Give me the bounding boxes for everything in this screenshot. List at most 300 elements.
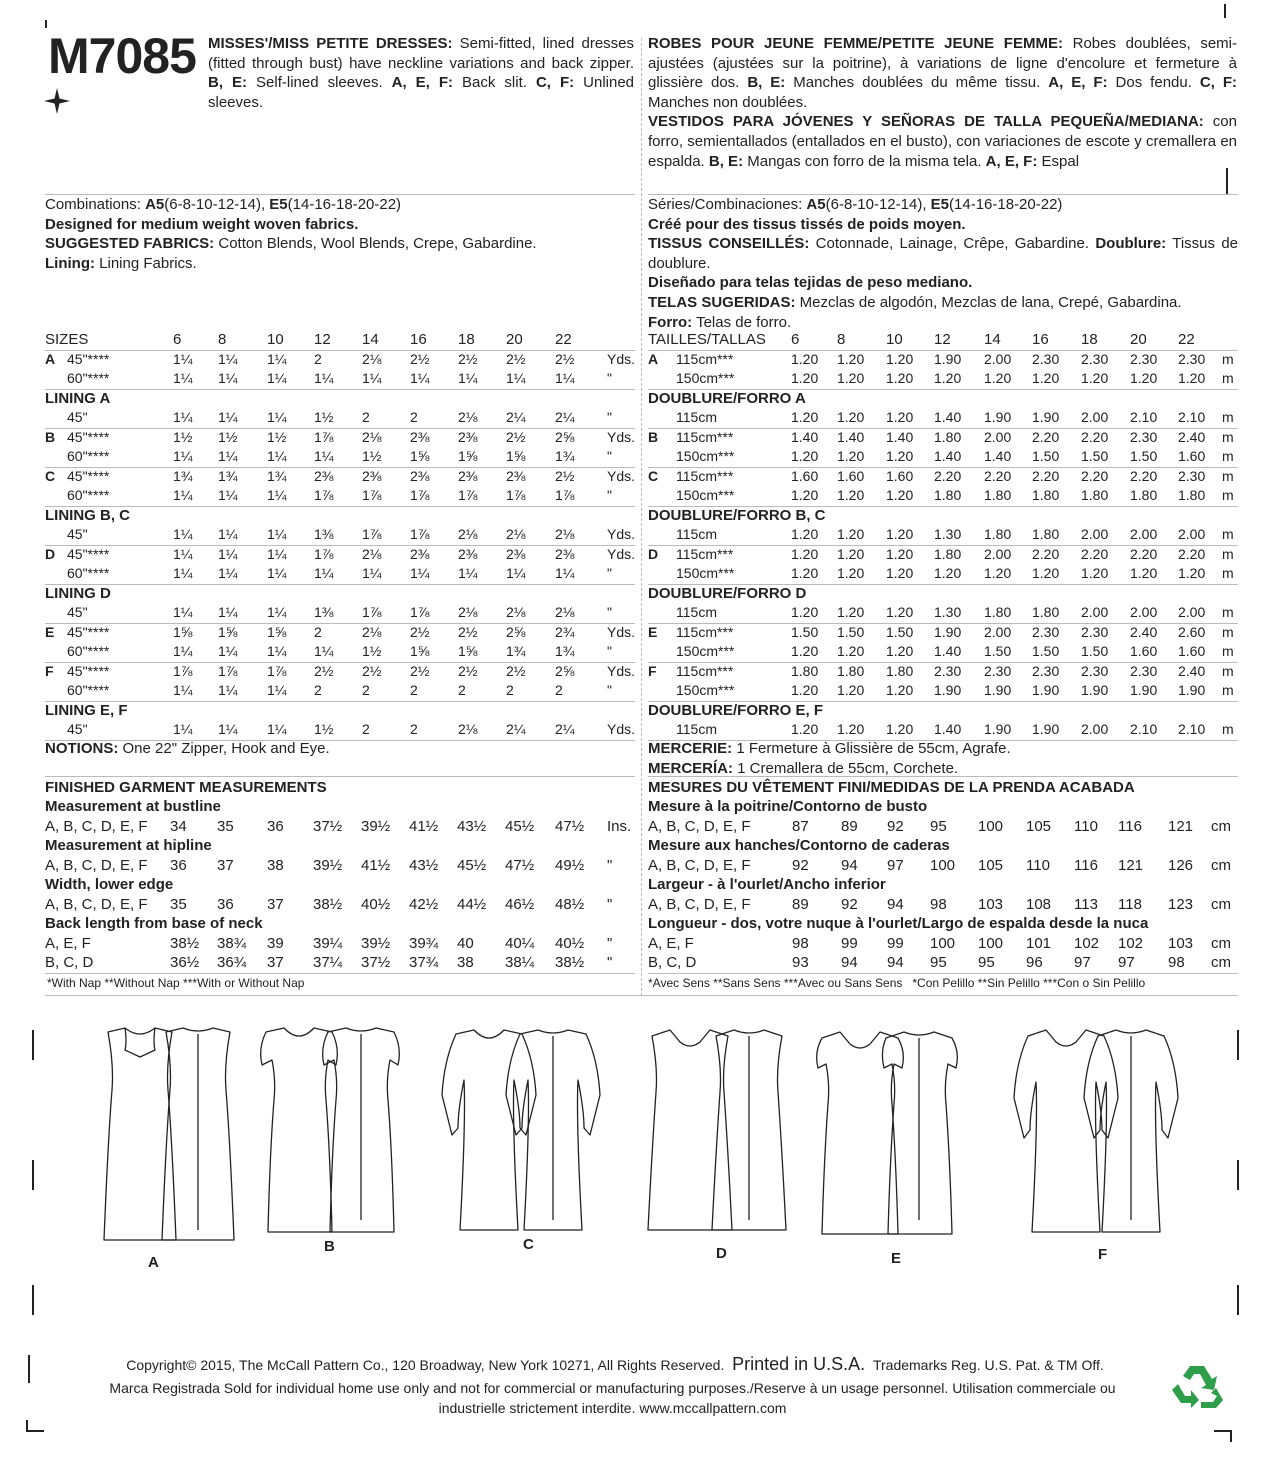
measurement-value: 99 [841, 934, 858, 952]
cell-value: 2½ [362, 662, 382, 679]
row-width: 115cm [676, 409, 717, 425]
measurement-value: 94 [841, 856, 858, 874]
cell-value: 22 [555, 331, 572, 348]
cell-value: 1.90 [1178, 682, 1206, 698]
measurement-value: 37½ [361, 954, 391, 971]
cell-value: 1.20 [837, 604, 865, 620]
measurement-row [45, 797, 635, 817]
cell-value: 2½ [506, 428, 526, 445]
cell-value: 1⅞ [218, 662, 238, 679]
cell-value: 1¼ [267, 370, 287, 386]
usage-notice-2: industrielle strictement interdite. www.mccallpattern.com [438, 1400, 787, 1416]
cell-value: 2½ [458, 623, 478, 640]
cell-value: 1.20 [837, 643, 865, 659]
measurement-value: 41½ [409, 817, 439, 835]
cell-unit: m [1222, 409, 1234, 425]
cell-unit: " [607, 448, 612, 464]
cell-value: 1½ [362, 448, 382, 464]
measurement-label: Longueur - dos, votre nuque à l'ourlet/Largo de espalda desde la nuca [648, 915, 1149, 932]
cell-value: 1.40 [837, 428, 865, 445]
cell-value: 1.50 [1130, 448, 1158, 464]
row-width: 45"**** [67, 545, 110, 562]
cell-value: 2⅛ [458, 409, 478, 425]
table-row [45, 564, 635, 585]
table-row [45, 545, 635, 565]
measurement-value: 45½ [505, 817, 535, 835]
measurement-value: 94 [887, 954, 904, 971]
measurement-value: 40¼ [505, 934, 535, 952]
cell-value: 2¼ [506, 721, 526, 737]
table-row [45, 428, 635, 448]
view-c-front [442, 1030, 536, 1230]
table-row [648, 428, 1238, 448]
row-width: 45" [67, 409, 88, 425]
cell-value: 2⅜ [506, 545, 526, 562]
cell-value: 1⅝ [506, 448, 526, 464]
cell-value: 18 [1081, 331, 1098, 348]
measurement-value: 108 [1026, 895, 1052, 913]
table-row [45, 330, 635, 351]
cell-value: 1¼ [267, 487, 287, 503]
cell-unit: m [1222, 643, 1234, 659]
cell-value: 2¼ [555, 721, 575, 737]
french-spanish-description: ROBES POUR JEUNE FEMME/PETITE JEUNE FEMME: Robes doublées, semi-ajustées (ajustées sur la poitrine), à variations de ligne d'encolure et fermeture à glissière dos. B, E: Manches doublées du même tissu. A, E, F: Dos fendu. C, F: Manches non doublées. VESTIDOS PARA JÓVENES Y SEÑORAS DE TALLA PEQUEÑA/MEDIANA: con forro, semientallados (entallados en el busto), con variaciones de escote y cremallera en espalda. B, E: Mangas con forro de la misma tela. A, E, F: Espal [648, 35, 1238, 170]
row-label: F [648, 662, 657, 679]
cell-value: 2 [362, 682, 370, 698]
table-row [648, 545, 1238, 565]
measurement-value: 93 [792, 954, 809, 971]
cell-value: 2⅛ [362, 428, 382, 445]
cell-value: 1¼ [458, 565, 478, 581]
measurement-value: 38 [267, 856, 284, 874]
measurement-label: B, C, D [648, 954, 697, 971]
measurement-value: 98 [1168, 954, 1185, 971]
cell-value: 1.20 [837, 409, 865, 425]
cell-value: 1.20 [886, 448, 914, 464]
cell-value: 1.60 [1178, 448, 1206, 464]
cell-value: 2⅜ [410, 428, 430, 445]
table-row [648, 369, 1238, 390]
four-point-star-icon [44, 88, 70, 120]
cell-value: 1.80 [791, 662, 819, 679]
cell-value: 1¼ [555, 565, 575, 581]
cell-value: 1¼ [173, 487, 193, 503]
row-label: DOUBLURE/FORRO E, F [648, 701, 823, 719]
cell-unit: m [1222, 370, 1234, 386]
row-width: 150cm*** [676, 487, 735, 503]
cell-value: 2.20 [1032, 428, 1060, 445]
measurement-row [45, 953, 635, 973]
row-width: 150cm*** [676, 448, 735, 464]
table-row [648, 330, 1238, 351]
measurement-value: 39 [267, 934, 284, 952]
table-row [45, 486, 635, 507]
cell-value: 1.20 [791, 350, 819, 367]
cell-value: 1.40 [984, 448, 1012, 464]
cell-value: 2.00 [984, 428, 1012, 445]
cell-value: 1¼ [410, 370, 430, 386]
row-width: 115cm [676, 526, 717, 542]
cell-value: 2.30 [1032, 350, 1060, 367]
cell-value: 2 [410, 682, 418, 698]
cell-value: 1.90 [1032, 682, 1060, 698]
cell-value: 1.40 [934, 643, 962, 659]
cell-value: 1.90 [1032, 409, 1060, 425]
row-label: TAILLES/TALLAS [648, 331, 766, 348]
cell-value: 2⅛ [362, 545, 382, 562]
cell-value: 1.20 [1178, 565, 1206, 581]
row-label: E [45, 623, 55, 640]
measurement-value: 102 [1118, 934, 1144, 952]
view-label-f: F [1098, 1246, 1108, 1263]
cell-value: 1.50 [1081, 643, 1109, 659]
cell-value: 2 [555, 682, 563, 698]
measurement-value: 42½ [409, 895, 439, 913]
table-row [648, 662, 1238, 682]
measurement-value: 39½ [361, 934, 391, 952]
cell-value: 1.20 [791, 682, 819, 698]
view-c-back [506, 1030, 600, 1230]
row-width: 45"**** [67, 428, 110, 445]
measurement-label: A, B, C, D, E, F [45, 856, 148, 874]
cell-unit: m [1222, 526, 1234, 542]
measurement-value: 38¼ [505, 954, 535, 971]
cell-value: 2⅛ [506, 604, 526, 620]
cell-value: 1⅞ [362, 487, 382, 503]
cell-value: 1.90 [934, 350, 962, 367]
row-label: SIZES [45, 331, 89, 348]
crop-mark [1224, 4, 1226, 18]
cell-value: 1.40 [934, 448, 962, 464]
cell-value: 1.20 [837, 350, 865, 367]
table-row [45, 720, 635, 741]
measurement-value: 47½ [505, 856, 535, 874]
fgm-title-fr: MESURES DU VÊTEMENT FINI/MEDIDAS DE LA PRENDA ACABADA [648, 779, 1135, 796]
cell-value: 1¼ [458, 370, 478, 386]
cell-value: 2.30 [1178, 350, 1206, 367]
cell-value: 8 [218, 331, 227, 348]
cell-value: 14 [984, 331, 1001, 348]
cell-value: 2.00 [1178, 526, 1206, 542]
row-width: 115cm*** [676, 623, 734, 640]
measurement-value: 39½ [361, 817, 391, 835]
cell-unit: m [1222, 662, 1234, 679]
measurement-row [648, 934, 1238, 954]
measurement-value: 121 [1118, 856, 1144, 874]
row-label: DOUBLURE/FORRO A [648, 389, 806, 407]
measurement-row [648, 856, 1238, 876]
row-width: 150cm*** [676, 682, 735, 698]
measurement-label: A, E, F [648, 934, 694, 952]
cell-value: 1⅞ [555, 487, 575, 503]
row-width: 45" [67, 604, 88, 620]
row-width: 60"**** [67, 370, 110, 386]
measurement-value: 92 [887, 817, 904, 835]
cell-value: 2 [458, 682, 466, 698]
cell-value: 2.30 [1081, 350, 1109, 367]
measurement-value: 37 [267, 954, 284, 971]
cell-value: 2⅝ [555, 662, 575, 679]
cell-value: 1.20 [886, 604, 914, 620]
cell-value: 1.90 [984, 409, 1012, 425]
cell-value: 1.20 [791, 604, 819, 620]
measurement-value: 96 [1026, 954, 1043, 971]
cell-value: 1.50 [1032, 448, 1060, 464]
table-row [45, 642, 635, 663]
table-row [45, 408, 635, 429]
cell-value: 1¼ [267, 545, 287, 562]
cell-value: 1.20 [837, 721, 865, 737]
measurement-label: Mesure à la poitrine/Contorno de busto [648, 798, 928, 815]
cell-value: 1.80 [1032, 487, 1060, 503]
footnote-fr: *Avec Sens **Sans Sens ***Avec ou Sans Sens *Con Pelillo **Sin Pelillo ***Con o Sin Pelillo [648, 976, 1146, 990]
cell-value: 2.30 [1130, 350, 1158, 367]
table-row [648, 681, 1238, 702]
usage-notice: Marca Registrada Sold for individual home use only and not for commercial or manufacturing purposes./Reserve à un usage personnel. Utilisation commerciale ou [109, 1380, 1116, 1396]
cell-value: 1.80 [934, 487, 962, 503]
cell-value: 1⅜ [314, 526, 334, 542]
english-description: MISSES'/MISS PETITE DRESSES: Semi-fitted, lined dresses (fitted through bust) have neckline variations and back zipper. B, E: Self-lined sleeves. A, E, F: Back slit. C, F: Unlined sleeves. [208, 35, 635, 111]
cell-unit: m [1222, 545, 1234, 562]
cell-value: 2½ [410, 350, 430, 367]
measurement-value: 100 [930, 934, 956, 952]
measurement-value: 36 [217, 895, 234, 913]
cell-unit: m [1222, 448, 1234, 464]
measurement-value: 123 [1168, 895, 1194, 913]
cell-value: 1.20 [837, 545, 865, 562]
cell-value: 1¼ [506, 370, 526, 386]
cell-value: 1⅜ [314, 604, 334, 620]
copyright-line: Copyright© 2015, The McCall Pattern Co., 120 Broadway, New York 10271, All Rights Reserved. Printed in U.S.A. Trademarks Reg. U.S. Pat. & TM Off. [126, 1354, 1104, 1374]
cell-value: 1⅞ [267, 662, 287, 679]
cell-value: 1.50 [791, 623, 819, 640]
cell-value: 1¼ [218, 604, 238, 620]
cell-value: 2.30 [1032, 662, 1060, 679]
cell-value: 1.20 [886, 526, 914, 542]
measurement-unit: " [607, 954, 613, 971]
cell-value: 1.20 [886, 721, 914, 737]
cell-value: 1.20 [837, 487, 865, 503]
row-label: A [45, 350, 56, 367]
cell-value: 1¼ [267, 350, 287, 367]
cell-unit: m [1222, 623, 1234, 640]
measurement-value: 46½ [505, 895, 535, 913]
cell-value: 1.30 [934, 526, 962, 542]
cell-value: 1.20 [886, 409, 914, 425]
measurement-value: 118 [1118, 895, 1142, 913]
table-row [648, 506, 1238, 526]
cell-unit: " [607, 643, 612, 659]
cell-value: 2.20 [1032, 545, 1060, 562]
measurement-value: 43½ [409, 856, 439, 874]
cell-value: 1⅞ [362, 604, 382, 620]
cell-value: 2.30 [1130, 428, 1158, 445]
cell-value: 2⅜ [506, 467, 526, 484]
table-row [648, 350, 1238, 370]
cell-value: 1½ [362, 643, 382, 659]
garment-illustrations [80, 1020, 1230, 1280]
notions: NOTIONS: One 22" Zipper, Hook and Eye. [45, 740, 330, 757]
cell-value: 1¼ [267, 643, 287, 659]
measurement-unit: " [607, 895, 613, 913]
measurement-value: 89 [792, 895, 809, 913]
measurement-value: 110 [1074, 817, 1098, 835]
table-row [648, 467, 1238, 487]
measurement-value: 95 [978, 954, 995, 971]
cell-value: 1¼ [218, 487, 238, 503]
cell-value: 1.80 [934, 428, 962, 445]
cell-value: 1¼ [555, 370, 575, 386]
cell-value: 1.20 [886, 370, 914, 386]
cell-value: 1.20 [837, 370, 865, 386]
measurement-value: 45½ [457, 856, 487, 874]
cell-value: 2 [314, 350, 322, 367]
row-label: LINING D [45, 584, 111, 602]
measurement-value: 113 [1074, 895, 1098, 913]
row-width: 45"**** [67, 623, 110, 640]
cell-value: 2.00 [1081, 604, 1109, 620]
measurement-unit: Ins. [607, 817, 632, 835]
cell-value: 1¼ [218, 721, 238, 737]
cell-value: 2 [314, 682, 322, 698]
cell-value: 1¾ [555, 643, 575, 659]
cell-unit: m [1222, 721, 1234, 737]
table-row [648, 720, 1238, 741]
table-row [648, 603, 1238, 624]
measurement-value: 92 [841, 895, 858, 913]
measurement-label: Measurement at hipline [45, 837, 212, 854]
cell-value: 1.20 [1032, 565, 1060, 581]
view-label-a: A [148, 1254, 159, 1271]
cell-value: 2⅜ [410, 545, 430, 562]
cell-value: 2⅜ [555, 545, 575, 562]
cell-value: 1.40 [791, 428, 819, 445]
row-width: 60"**** [67, 448, 110, 464]
cell-value: 2½ [555, 467, 575, 484]
measurement-label: A, B, C, D, E, F [45, 817, 148, 835]
cell-value: 2.30 [1081, 623, 1109, 640]
cell-value: 1.20 [886, 643, 914, 659]
cell-unit: " [607, 487, 612, 503]
cell-value: 1¼ [173, 682, 193, 698]
cell-value: 2.00 [1130, 604, 1158, 620]
view-f-front [1014, 1030, 1118, 1232]
measurement-value: 116 [1074, 856, 1098, 874]
cell-value: 2.30 [1130, 662, 1158, 679]
cell-value: 2.00 [1178, 604, 1206, 620]
cell-unit: " [607, 409, 612, 425]
measurement-value: 36 [170, 856, 187, 874]
cell-value: 1½ [173, 428, 193, 445]
divider [45, 973, 635, 974]
left-fabric-info: Combinations: A5(6-8-10-12-14), E5(14-16-18-20-22) Designed for medium weight woven fabrics. SUGGESTED FABRICS: Cotton Blends, Wool Blends, Crepe, Gabardine. Lining: Lining Fabrics. [45, 196, 537, 272]
cell-value: 1¼ [173, 448, 193, 464]
cell-value: 1¼ [218, 448, 238, 464]
cell-value: 1¼ [267, 409, 287, 425]
cell-unit: m [1222, 682, 1234, 698]
row-label: C [648, 467, 659, 484]
cell-value: 1¼ [218, 350, 238, 367]
cell-value: 2 [410, 409, 418, 425]
cell-value: 1.20 [934, 370, 962, 386]
measurement-value: 38¾ [217, 934, 247, 952]
measurement-label: Back length from base of neck [45, 915, 263, 932]
measurement-row [45, 836, 635, 856]
pattern-number: M7085 [48, 28, 196, 84]
measurement-value: 37 [217, 856, 234, 874]
cell-value: 2.30 [1178, 467, 1206, 484]
cell-value: 1¼ [218, 565, 238, 581]
cell-value: 1.50 [837, 623, 865, 640]
cell-value: 1¾ [506, 643, 526, 659]
cell-value: 1⅞ [314, 545, 334, 562]
measurement-value: 40½ [555, 934, 585, 952]
cell-value: 1¼ [218, 643, 238, 659]
row-label: DOUBLURE/FORRO D [648, 584, 807, 602]
cell-unit: m [1222, 428, 1234, 445]
row-width: 45"**** [67, 350, 110, 367]
cell-value: 1¼ [267, 721, 287, 737]
measurement-value: 94 [887, 895, 904, 913]
column-divider [641, 38, 642, 996]
cell-unit: Yds. [607, 467, 636, 484]
cell-value: 2½ [555, 350, 575, 367]
cell-value: 2.10 [1178, 721, 1206, 737]
cell-value: 1¼ [173, 526, 193, 542]
cell-value: 6 [173, 331, 182, 348]
measurement-label: A, B, C, D, E, F [648, 856, 751, 874]
measurement-value: 98 [930, 895, 947, 913]
cell-value: 2⅛ [555, 604, 575, 620]
cell-value: 1⅝ [267, 623, 287, 640]
cell-value: 2.20 [1032, 467, 1060, 484]
measurement-value: 43½ [457, 817, 487, 835]
cell-value: 2 [362, 721, 370, 737]
cell-value: 1¼ [410, 565, 430, 581]
measurement-value: 38½ [313, 895, 343, 913]
cell-value: 1.50 [1081, 448, 1109, 464]
cell-value: 2.40 [1130, 623, 1158, 640]
cell-value: 1¼ [218, 370, 238, 386]
cell-value: 2.00 [1081, 409, 1109, 425]
measurement-unit: cm [1211, 934, 1231, 952]
row-width: 60"**** [67, 682, 110, 698]
measurement-value: 39¾ [409, 934, 439, 952]
cell-value: 1¾ [555, 448, 575, 464]
table-row [45, 350, 635, 370]
cell-value: 1¼ [267, 526, 287, 542]
measurement-row [648, 895, 1238, 915]
measurement-row [45, 895, 635, 915]
cell-unit: " [607, 682, 612, 698]
cell-value: 2⅛ [458, 721, 478, 737]
cell-value: 1¼ [173, 604, 193, 620]
cell-value: 10 [886, 331, 903, 348]
measurement-value: 101 [1026, 934, 1052, 952]
cell-value: 20 [1130, 331, 1147, 348]
cell-value: 1.20 [1178, 370, 1206, 386]
measurement-value: 103 [978, 895, 1004, 913]
measurement-value: 97 [887, 856, 904, 874]
table-row [648, 486, 1238, 507]
measurement-value: 105 [978, 856, 1004, 874]
measurement-value: 116 [1118, 817, 1142, 835]
cell-value: 1¼ [218, 409, 238, 425]
cell-value: 1.20 [791, 370, 819, 386]
measurement-label: Mesure aux hanches/Contorno de caderas [648, 837, 950, 854]
cell-value: 2.40 [1178, 428, 1206, 445]
measurement-value: 49½ [555, 856, 585, 874]
